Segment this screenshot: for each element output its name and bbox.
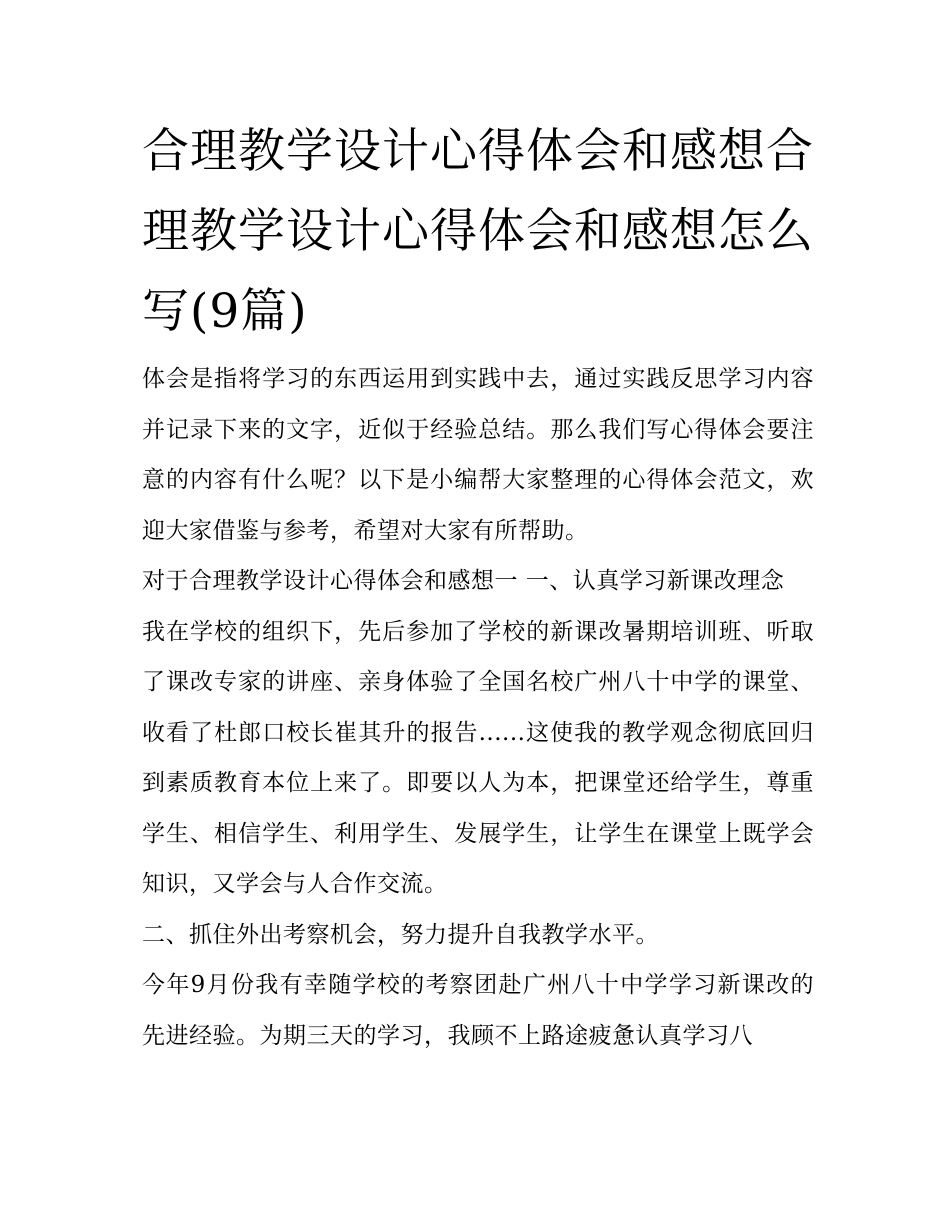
document-body	[142, 354, 814, 1061]
paragraph-intro: 体会是指将学习的东西运用到实践中去，通过实践反思学习内容并记录下来的文字，近似于经验总结。那么我们写心得体会要注意的内容有什么呢？以下是小编帮大家整理的心得体会范文，欢迎大家借鉴与参考，希望对大家有所帮助。	[142, 366, 814, 544]
document-title: 合理教学设计心得体会和感想合理教学设计心得体会和感想怎么写(9篇)	[142, 124, 814, 339]
paragraph-training: 我在学校的组织下，先后参加了学校的新课改暑期培训班、听取了课改专家的讲座、亲身体验了全国名校广州八十中学的课堂、收看了杜郎口校长崔其升的报告......这使我的教学观念彻底回归到素质教育本位上来了。即要以人为本，把课堂还给学生，尊重学生、相信学生、利用学生、发展学生，让学生在课堂上既学会知识，又学会与人合作交流。	[142, 618, 814, 897]
paragraph-section-one-heading: 对于合理教学设计心得体会和感想一 一、认真学习新课改理念	[142, 568, 785, 594]
paragraph-section-two-heading: 二、抓住外出考察机会，努力提升自我教学水平。	[142, 921, 659, 948]
paragraph-visit: 今年9月份我有幸随学校的考察团赴广州八十中学学习新课改的先进经验。为期三天的学习，我顾不上路途疲惫认真学习八	[142, 972, 814, 1049]
